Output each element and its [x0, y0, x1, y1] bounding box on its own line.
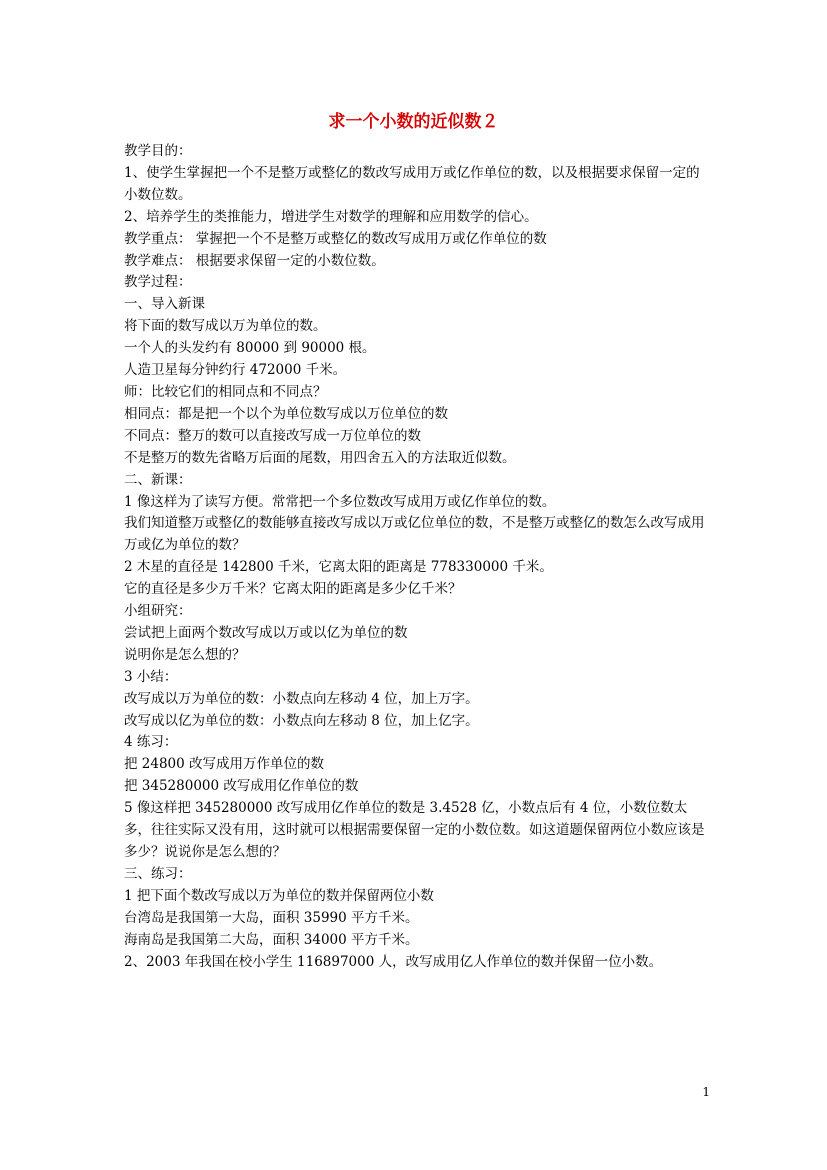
paragraph: 三、练习：: [124, 865, 192, 882]
paragraph: 1 把下面个数改写成以万为单位的数并保留两位小数: [124, 887, 434, 904]
paragraph: 把 345280000 改写成用亿作单位的数: [124, 778, 359, 795]
paragraph: 一个人的头发约有 80000 到 90000 根。: [124, 340, 376, 357]
paragraph: 尝试把上面两个数改写成以万或以亿为单位的数: [124, 624, 408, 641]
paragraph: 教学重点： 掌握把一个不是整万或整亿的数改写成用万或亿作单位的数: [124, 230, 547, 247]
paragraph: 不同点：整万的数可以直接改写成一万位单位的数: [124, 427, 421, 444]
paragraph: 一、导入新课: [124, 296, 205, 313]
paragraph: 不是整万的数先省略万后面的尾数，用四舍五入的方法取近似数。: [124, 449, 516, 466]
paragraph: 4 练习：: [124, 734, 178, 751]
paragraph: 1、使学生掌握把一个不是整万或整亿的数改写成用万或亿作单位的数，以及根据要求保留一定的小数位数。: [124, 164, 700, 203]
paragraph: 我们知道整万或整亿的数能够直接改写成以万或亿位单位的数，不是整万或整亿的数怎么改写成用万或亿为单位的数？: [124, 515, 705, 554]
document-body: [124, 141, 706, 973]
page-number: 1: [702, 1085, 710, 1099]
paragraph: 把 24800 改写成用万作单位的数: [124, 756, 325, 773]
paragraph: 它的直径是多少万千米？它离太阳的距离是多少亿千米？: [124, 581, 462, 598]
paragraph: 台湾岛是我国第一大岛，面积 35990 平方千米。: [124, 909, 419, 926]
paragraph: 人造卫星每分钟约行 472000 千米。: [124, 362, 347, 379]
paragraph: 5 像这样把 345280000 改写成用亿作单位的数是 3.4528 亿，小数点后有 4 位，小数位数太多，往往实际又没有用，这时就可以根据需要保留一定的小数位数。如这道题保留两位小数应该是多少？说说你是怎么想的？: [124, 800, 705, 860]
paragraph: 教学目的：: [124, 143, 192, 159]
paragraph: 2、2003 年我国在校小学生 116897000 人，改写成用亿人作单位的数并保留一位小数。: [124, 953, 663, 970]
paragraph: 2 木星的直径是 142800 千米，它离太阳的距离是 778330000 千米。: [124, 559, 553, 576]
paragraph: 二、新课：: [124, 471, 192, 488]
paragraph: 小组研究：: [124, 603, 192, 620]
paragraph: 相同点：都是把一个以个为单位数写成以万位单位的数: [124, 405, 448, 422]
paragraph: 海南岛是我国第二大岛，面积 34000 平方千米。: [124, 931, 419, 948]
paragraph: 改写成以万为单位的数：小数点向左移动 4 位，加上万字。: [124, 690, 479, 707]
paragraph: 3 小结：: [124, 668, 178, 685]
paragraph: 教学难点： 根据要求保留一定的小数位数。: [124, 252, 385, 269]
paragraph: 1 像这样为了读写方便。常常把一个多位数改写成用万或亿作单位的数。: [124, 493, 556, 510]
paragraph: 2、培养学生的类推能力，增进学生对数学的理解和应用数学的信心。: [124, 208, 538, 225]
paragraph: 师：比较它们的相同点和不同点？: [124, 383, 327, 400]
paragraph: 改写成以亿为单位的数：小数点向左移动 8 位，加上亿字。: [124, 712, 479, 729]
paragraph: 说明你是怎么想的？: [124, 646, 246, 663]
paragraph: 教学过程：: [124, 274, 192, 291]
paragraph: 将下面的数写成以万为单位的数。: [124, 318, 327, 335]
document-title: 求一个小数的近似数２: [328, 112, 499, 132]
